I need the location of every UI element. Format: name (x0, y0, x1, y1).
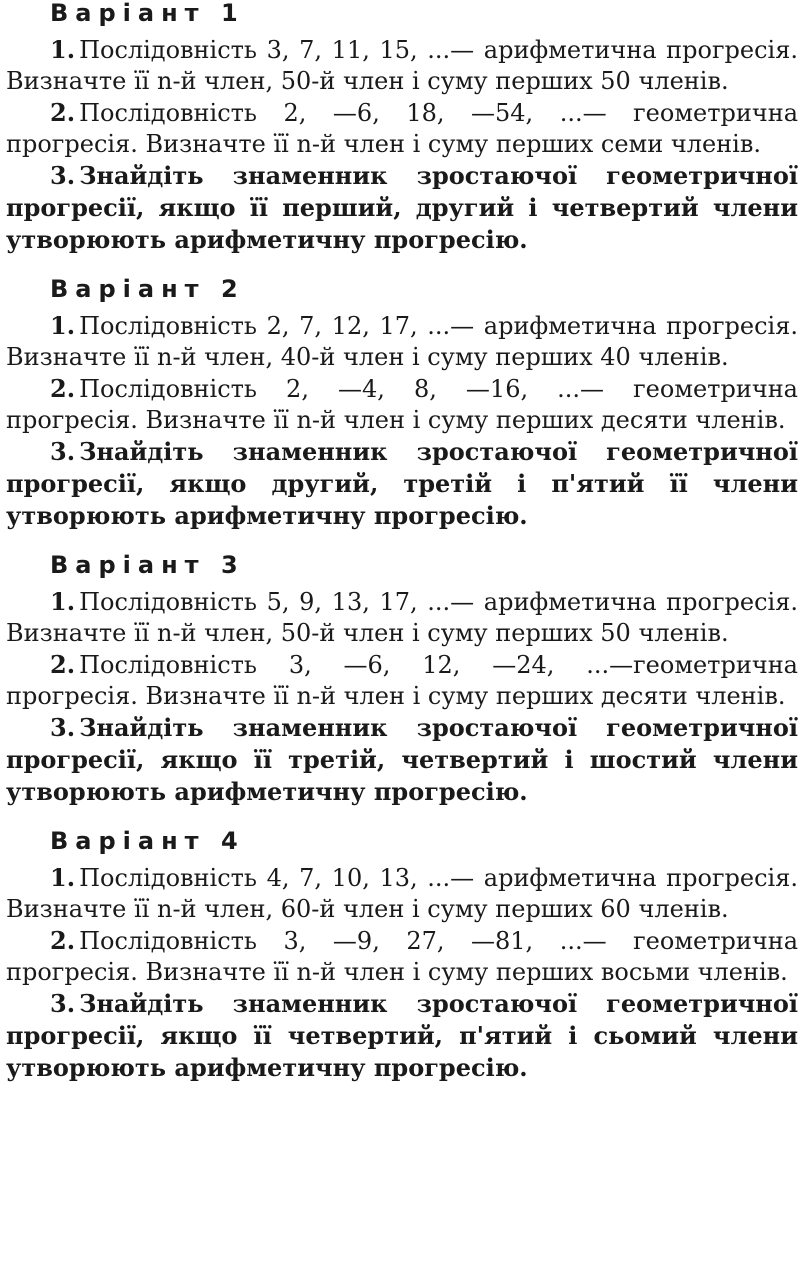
task-text: Послідовність 5, 9, 13, 17, ...— арифметична прогресія. Визначте її n-й член, 50-й член і суму перших 50 членів. (6, 588, 798, 647)
task-1 (6, 310, 798, 373)
task-2 (6, 925, 798, 988)
task-text: Послідовність 2, —6, 18, —54, ...— геометрична прогресія. Визначте її n-й член і суму перших семи членів. (6, 99, 798, 158)
task-text: Знайдіть знаменник зростаючої геометричної прогресії, якщо її третій, четвертий і шостий члени утворюють арифметичну прогресію. (6, 713, 798, 806)
task-number: 3. (50, 437, 76, 466)
task-text: Знайдіть знаменник зростаючої геометричної прогресії, якщо її четвертий, п'ятий і сьомий члени утворюють арифметичну прогресію. (6, 989, 798, 1082)
task-text: Послідовність 2, 7, 12, 17, ...— арифметична прогресія. Визначте її n-й член, 40-й член і суму перших 40 членів. (6, 312, 798, 371)
variant-1 (6, 0, 798, 256)
task-2 (6, 649, 798, 712)
task-number: 1. (50, 863, 76, 892)
task-number: 3. (50, 989, 76, 1018)
variant-title: Варіант 4 (50, 827, 245, 855)
task-3 (6, 988, 798, 1084)
task-text: Послідовність 4, 7, 10, 13, ...— арифметична прогресія. Визначте її n-й член, 60-й член і суму перших 60 членів. (6, 864, 798, 923)
task-3 (6, 436, 798, 532)
variant-title: Варіант 2 (50, 275, 245, 303)
task-number: 2. (50, 98, 76, 127)
task-text: Послідовність 3, —9, 27, —81, ...— геометрична прогресія. Визначте її n-й член і суму перших восьми членів. (6, 927, 798, 986)
task-1 (6, 586, 798, 649)
task-text: Послідовність 3, —6, 12, —24, ...—геометрична прогресія. Визначте її n-й член і суму перших десяти членів. (6, 651, 798, 710)
task-2 (6, 373, 798, 436)
variant-2 (6, 276, 798, 532)
task-number: 1. (50, 311, 76, 340)
task-number: 2. (50, 650, 76, 679)
task-text: Знайдіть знаменник зростаючої геометричної прогресії, якщо другий, третій і п'ятий її члени утворюють арифметичну прогресію. (6, 437, 798, 530)
task-number: 3. (50, 161, 76, 190)
task-3 (6, 160, 798, 256)
task-number: 1. (50, 587, 76, 616)
task-text: Послідовність 3, 7, 11, 15, ...— арифметична прогресія. Визначте її n-й член, 50-й член і суму перших 50 членів. (6, 36, 798, 95)
task-1 (6, 34, 798, 97)
variant-3 (6, 552, 798, 808)
task-number: 3. (50, 713, 76, 742)
variant-4 (6, 828, 798, 1084)
task-3 (6, 712, 798, 808)
variant-title: Варіант 3 (50, 551, 245, 579)
task-text: Послідовність 2, —4, 8, —16, ...— геометрична прогресія. Визначте її n-й член і суму перших десяти членів. (6, 375, 798, 434)
task-text: Знайдіть знаменник зростаючої геометричної прогресії, якщо її перший, другий і четвертий члени утворюють арифметичну прогресію. (6, 161, 798, 254)
task-number: 1. (50, 35, 76, 64)
variant-title: Варіант 1 (50, 0, 245, 27)
task-number: 2. (50, 374, 76, 403)
task-2 (6, 97, 798, 160)
task-number: 2. (50, 926, 76, 955)
task-1 (6, 862, 798, 925)
